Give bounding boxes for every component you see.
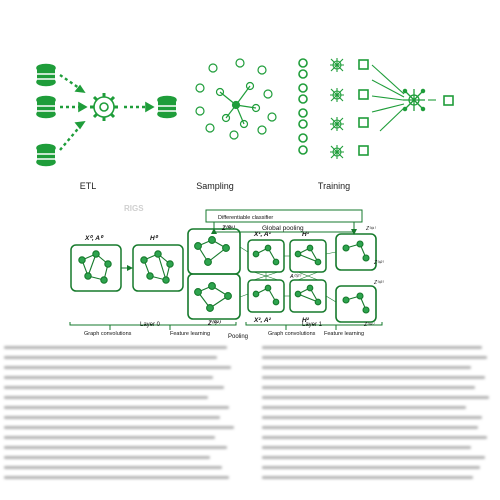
sampling-graph-icon: [196, 59, 276, 139]
h1-label: H¹: [302, 231, 309, 238]
graph-pooling-diagram: [0, 202, 500, 352]
x0a0-label: X⁰, A⁰: [85, 235, 103, 242]
classifier-label: Differentiable classifier: [218, 215, 274, 221]
x1a1-label: X¹, A¹: [254, 231, 271, 238]
training-output-boxes: [359, 60, 368, 155]
feature-learning-1-label: Feature learning: [324, 331, 365, 337]
graph-conv-0-label: Graph convolutions: [84, 331, 132, 337]
layer0-label: Layer 0: [140, 322, 161, 328]
sampling-label: Sampling: [196, 181, 234, 191]
layer1-label: Layer 1: [302, 322, 323, 328]
training-label: Training: [317, 181, 351, 191]
result-box: [444, 96, 453, 105]
pooling-label: Pooling: [228, 334, 249, 340]
feature-learning-0-label: Feature learning: [170, 331, 211, 337]
gear-icon: [90, 93, 118, 121]
pool-z01-box: [188, 229, 240, 274]
z11-label: Z⁽¹ʲ¹⁾: [366, 226, 376, 232]
database-icon: [158, 97, 176, 118]
z12-label: Z⁽¹ʲ²⁾: [374, 260, 384, 266]
x2a2-label: X², A²: [254, 317, 271, 324]
virus-icon: [330, 58, 344, 159]
global-pooling-label: Global pooling: [262, 225, 304, 232]
database-icon: [37, 145, 55, 166]
z02-label: Z⁽⁰ʲ²⁾: [208, 321, 221, 327]
h0-label: H⁰: [150, 235, 158, 242]
database-icon: [37, 97, 55, 118]
training-input-nodes: [299, 59, 307, 154]
faded-section-title: RIGS: [124, 204, 144, 213]
z13-label: Z⁽¹ʲ³⁾: [374, 280, 384, 286]
model-hub-icon: [403, 89, 425, 111]
pool-z02-box: [188, 274, 240, 319]
z14-label: Z⁽¹ʲ⁴⁾: [364, 322, 374, 328]
pipeline-illustration: [0, 0, 500, 180]
pool-z11-box: [336, 234, 376, 270]
h2-label: H²: [302, 317, 309, 324]
database-icon: [37, 65, 55, 86]
pool-z13-box: [336, 286, 376, 322]
blurred-text-column-right: [262, 346, 494, 486]
z01-label: Z⁽⁰ʲ¹⁾: [222, 226, 235, 232]
etl-label: ETL: [79, 181, 97, 191]
blurred-text-column-left: [4, 346, 236, 486]
graph-conv-1-label: Graph convolutions: [268, 331, 316, 337]
a12-label: A⁽¹ʲ²⁾: [290, 274, 301, 280]
